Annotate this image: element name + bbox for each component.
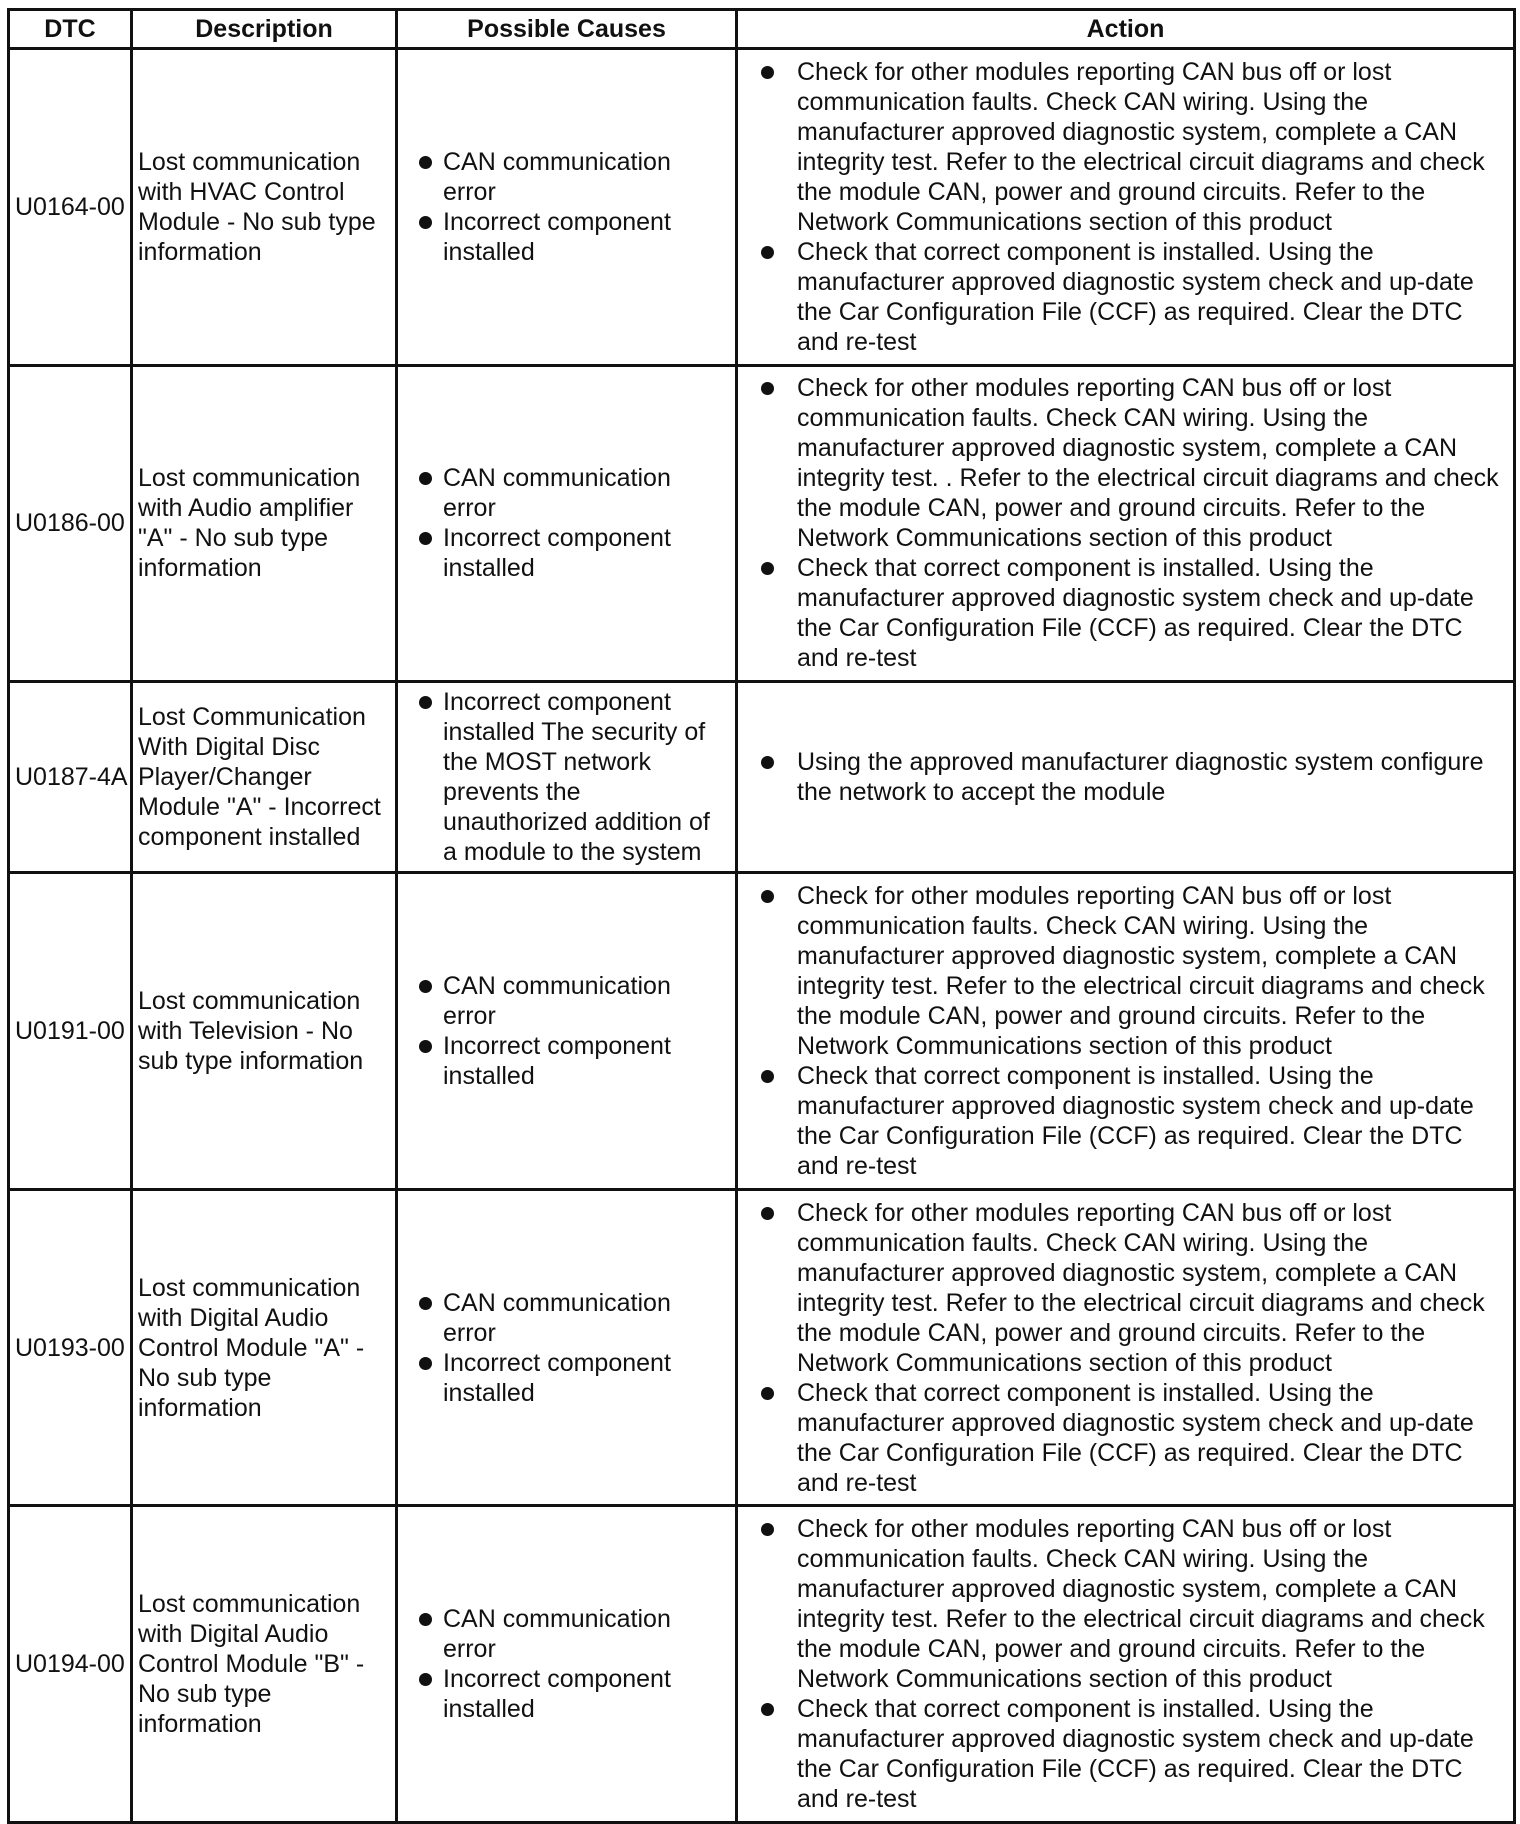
table-row	[9, 1506, 1515, 1823]
cause-item	[403, 1348, 730, 1408]
action-text: Check for other modules reporting CAN bus off or lost communication faults. Check CAN wiring. Using the manufacturer approved diagnostic system, complete a CAN integrity test. Refer to the electrical circuit diagrams and check the module CAN, power and ground circuits. Refer to the Network Communications section of this product	[797, 57, 1485, 236]
bullet-icon	[419, 980, 432, 993]
cause-text: Incorrect component installed	[443, 1348, 671, 1407]
action-text: Check for other modules reporting CAN bus off or lost communication faults. Check CAN wiring. Using the manufacturer approved diagnostic system, complete a CAN integrity test. . Refer to the electrical circuit diagrams and check the module CAN, power and ground circuits. Refer to the Network Communications section of this product	[797, 374, 1499, 553]
causes-list	[403, 147, 730, 267]
cause-item	[403, 1288, 730, 1348]
table-row	[9, 1189, 1515, 1506]
cause-text: CAN communication error	[443, 1605, 671, 1664]
possible-causes-cell	[397, 365, 737, 682]
action-cell	[737, 49, 1515, 366]
dtc-description: Lost communication with Television - No sub type information	[132, 873, 397, 1190]
action-text: Check that correct component is installed. Using the manufacturer approved diagnostic system check and up-date the Car Configuration File (CCF) as required. Clear the DTC and re-test	[797, 237, 1474, 356]
header-possible-causes: Possible Causes	[397, 10, 737, 49]
action-item	[743, 1061, 1508, 1181]
action-text: Using the approved manufacturer diagnostic system configure the network to accept the module	[797, 748, 1484, 807]
header-action: Action	[737, 10, 1515, 49]
possible-causes-cell	[397, 873, 737, 1190]
cause-text: CAN communication error	[443, 972, 671, 1031]
bullet-icon	[761, 890, 774, 903]
cause-text: Incorrect component installed	[443, 1032, 671, 1091]
action-item	[743, 57, 1508, 237]
dtc-description: Lost communication with Digital Audio Control Module "B" - No sub type information	[132, 1506, 397, 1823]
bullet-icon	[419, 1613, 432, 1626]
bullet-icon	[761, 246, 774, 259]
cause-text: CAN communication error	[443, 1288, 671, 1347]
header-row	[9, 10, 1515, 49]
bullet-icon	[761, 562, 774, 575]
bullet-icon	[761, 1703, 774, 1716]
possible-causes-cell	[397, 682, 737, 873]
cause-item	[403, 207, 730, 267]
table-row	[9, 682, 1515, 873]
action-item	[743, 553, 1508, 673]
header-description: Description	[132, 10, 397, 49]
action-list	[743, 747, 1508, 807]
causes-list	[403, 687, 730, 867]
bullet-icon	[419, 1673, 432, 1686]
cause-item	[403, 1604, 730, 1664]
bullet-icon	[419, 696, 432, 709]
bullet-icon	[419, 1040, 432, 1053]
action-text: Check for other modules reporting CAN bus off or lost communication faults. Check CAN wiring. Using the manufacturer approved diagnostic system, complete a CAN integrity test. Refer to the electrical circuit diagrams and check the module CAN, power and ground circuits. Refer to the Network Communications section of this product	[797, 1515, 1485, 1694]
dtc-code: U0191-00	[9, 873, 132, 1190]
cause-item	[403, 1664, 730, 1724]
bullet-icon	[761, 1207, 774, 1220]
cause-item	[403, 1031, 730, 1091]
cause-text: CAN communication error	[443, 464, 671, 523]
cause-text: Incorrect component installed The security of the MOST network prevents the unauthorized addition of a module to the system	[443, 688, 710, 867]
cause-item	[403, 523, 730, 583]
possible-causes-cell	[397, 49, 737, 366]
bullet-icon	[761, 382, 774, 395]
action-item	[743, 373, 1508, 553]
dtc-code: U0193-00	[9, 1189, 132, 1506]
action-cell	[737, 1189, 1515, 1506]
action-list	[743, 373, 1508, 673]
cause-text: CAN communication error	[443, 147, 671, 206]
dtc-description: Lost communication with Digital Audio Control Module "A" - No sub type information	[132, 1189, 397, 1506]
action-cell	[737, 365, 1515, 682]
bullet-icon	[761, 756, 774, 769]
causes-list	[403, 463, 730, 583]
action-text: Check that correct component is installed. Using the manufacturer approved diagnostic system check and up-date the Car Configuration File (CCF) as required. Clear the DTC and re-test	[797, 1062, 1474, 1181]
header-dtc: DTC	[9, 10, 132, 49]
cause-item	[403, 463, 730, 523]
action-text: Check for other modules reporting CAN bus off or lost communication faults. Check CAN wiring. Using the manufacturer approved diagnostic system, complete a CAN integrity test. Refer to the electrical circuit diagrams and check the module CAN, power and ground circuits. Refer to the Network Communications section of this product	[797, 1198, 1485, 1377]
action-list	[743, 1514, 1508, 1814]
bullet-icon	[761, 1387, 774, 1400]
action-cell	[737, 873, 1515, 1190]
action-text: Check that correct component is installed. Using the manufacturer approved diagnostic system check and up-date the Car Configuration File (CCF) as required. Clear the DTC and re-test	[797, 1695, 1474, 1814]
cause-item	[403, 687, 730, 867]
action-item	[743, 1694, 1508, 1814]
action-cell	[737, 1506, 1515, 1823]
dtc-description: Lost communication with Audio amplifier "A" - No sub type information	[132, 365, 397, 682]
cause-text: Incorrect component installed	[443, 1665, 671, 1724]
action-list	[743, 881, 1508, 1181]
table-row	[9, 365, 1515, 682]
dtc-description: Lost Communication With Digital Disc Player/Changer Module "A" - Incorrect component installed	[132, 682, 397, 873]
action-item	[743, 1378, 1508, 1498]
bullet-icon	[419, 1357, 432, 1370]
action-list	[743, 1198, 1508, 1498]
possible-causes-cell	[397, 1189, 737, 1506]
bullet-icon	[419, 532, 432, 545]
dtc-description: Lost communication with HVAC Control Module - No sub type information	[132, 49, 397, 366]
cause-item	[403, 971, 730, 1031]
cause-item	[403, 147, 730, 207]
table-row	[9, 49, 1515, 366]
action-text: Check that correct component is installed. Using the manufacturer approved diagnostic system check and up-date the Car Configuration File (CCF) as required. Clear the DTC and re-test	[797, 1378, 1474, 1497]
possible-causes-cell	[397, 1506, 737, 1823]
action-item	[743, 1198, 1508, 1378]
causes-list	[403, 971, 730, 1091]
dtc-code: U0194-00	[9, 1506, 132, 1823]
causes-list	[403, 1288, 730, 1408]
bullet-icon	[419, 156, 432, 169]
dtc-code: U0164-00	[9, 49, 132, 366]
bullet-icon	[761, 66, 774, 79]
action-cell	[737, 682, 1515, 873]
table-row	[9, 873, 1515, 1190]
action-item	[743, 1514, 1508, 1694]
action-item	[743, 881, 1508, 1061]
action-list	[743, 57, 1508, 357]
bullet-icon	[761, 1523, 774, 1536]
cause-text: Incorrect component installed	[443, 207, 671, 266]
cause-text: Incorrect component installed	[443, 524, 671, 583]
table-body	[9, 49, 1515, 1823]
dtc-code: U0187-4A	[9, 682, 132, 873]
dtc-code: U0186-00	[9, 365, 132, 682]
bullet-icon	[419, 216, 432, 229]
action-text: Check that correct component is installed. Using the manufacturer approved diagnostic system check and up-date the Car Configuration File (CCF) as required. Clear the DTC and re-test	[797, 554, 1474, 673]
dtc-table	[7, 8, 1516, 1824]
bullet-icon	[419, 1297, 432, 1310]
action-item	[743, 747, 1508, 807]
action-text: Check for other modules reporting CAN bus off or lost communication faults. Check CAN wiring. Using the manufacturer approved diagnostic system, complete a CAN integrity test. Refer to the electrical circuit diagrams and check the module CAN, power and ground circuits. Refer to the Network Communications section of this product	[797, 882, 1485, 1061]
bullet-icon	[419, 472, 432, 485]
action-item	[743, 237, 1508, 357]
causes-list	[403, 1604, 730, 1724]
bullet-icon	[761, 1070, 774, 1083]
